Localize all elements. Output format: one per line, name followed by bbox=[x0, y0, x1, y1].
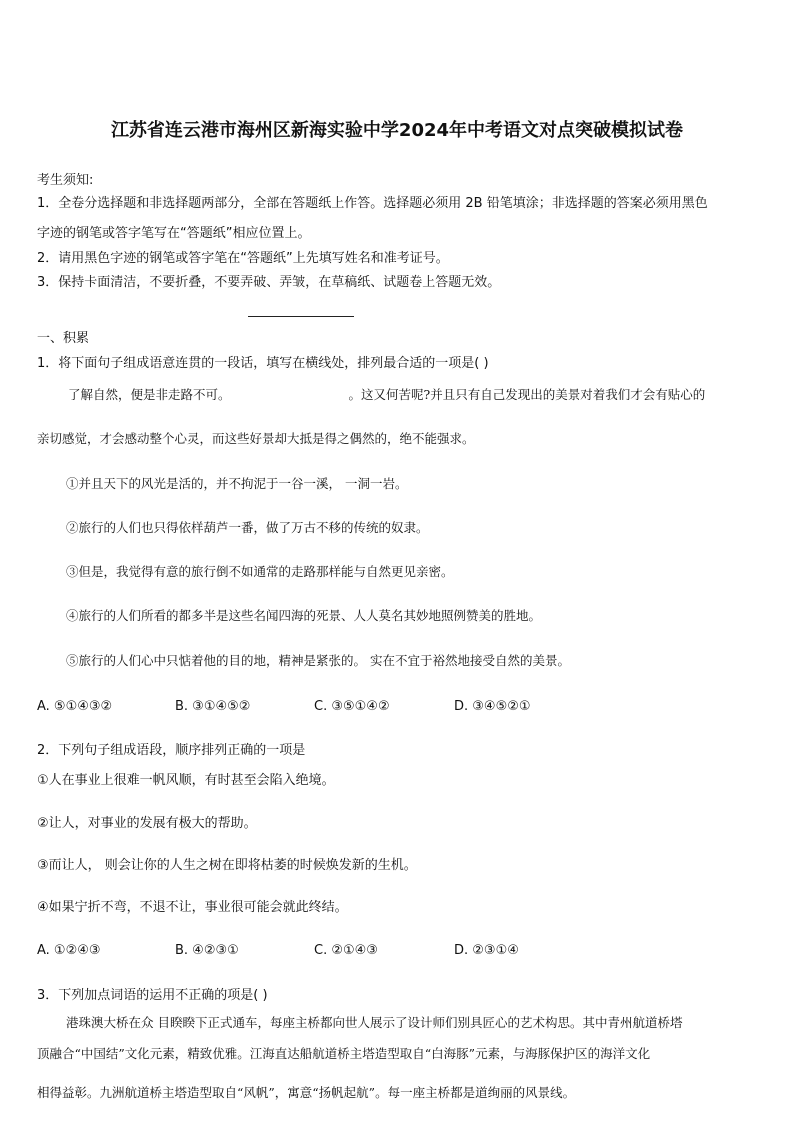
page-title: 江苏省连云港市海州区新海实验中学2024年中考语文对点突破模拟试卷 bbox=[110, 120, 684, 141]
q1-passage-line-2: 亲切感觉，才会感动整个心灵，而这些好景却大抵是得之偶然的，绝不能强求。 bbox=[37, 431, 475, 446]
q1-passage-part-2: 。这又何苦呢?并且只有自己发现出的美景对着我们才会有贴心的 bbox=[348, 387, 706, 402]
q1-sentence-2: ②旅行的人们也只得依样葫芦一番，做了万古不移的传统的奴隶。 bbox=[66, 520, 429, 535]
q3-passage-line-1: 港珠澳大桥在众 目睽睽下正式通车，每座主桥都向世人展示了设计师们别具匠心的艺术构思。其中青州航道桥塔 bbox=[66, 1015, 683, 1030]
q2-sentence-4: ④如果宁折不弯，不退不让，事业很可能会就此终结。 bbox=[37, 900, 348, 915]
q1-passage-part-1: 了解自然，便是非走路不可。 bbox=[68, 387, 231, 402]
q1-sentence-1: ①并且天下的风光是活的，并不拘泥于一谷一溪， 一洞一岩。 bbox=[66, 476, 408, 491]
q3-passage-line-3: 相得益彰。九洲航道桥主塔造型取自“风帆”，寓意“扬帆起航”。每一座主桥都是道绚丽的风景线。 bbox=[37, 1085, 576, 1100]
divider-line bbox=[248, 316, 354, 317]
q1-sentence-3: ③但是，我觉得有意的旅行倒不如通常的走路那样能与自然更见亲密。 bbox=[66, 564, 454, 579]
notice-item-1a: 1．全卷分选择题和非选择题两部分，全部在答题纸上作答。选择题必须用 2B 铅笔填涂；非选择题的答案必须用黑色 bbox=[37, 196, 708, 211]
q3-passage-line-2: 顶融合“中国结”文化元素，精致优雅。江海直达船航道桥主塔造型取自“白海豚”元素，与海豚保护区的海洋文化 bbox=[37, 1046, 651, 1061]
q2-option-a[interactable]: A. ①②④③ bbox=[37, 943, 101, 958]
q1-stem: 1．将下面句子组成语意连贯的一段话，填写在横线处，排列最合适的一项是( ) bbox=[37, 356, 489, 371]
q1-sentence-4: ④旅行的人们所看的都多半是这些名闻四海的死景、人人莫名其妙地照例赞美的胜地。 bbox=[66, 608, 542, 623]
q2-sentence-1: ①人在事业上很难一帆风顺，有时甚至会陷入绝境。 bbox=[37, 773, 335, 788]
notice-heading: 考生须知: bbox=[37, 173, 94, 188]
notice-item-1b: 字迹的钢笔或答字笔写在“答题纸”相应位置上。 bbox=[37, 226, 311, 241]
q1-option-c[interactable]: C. ③⑤①④② bbox=[314, 699, 390, 714]
q2-stem: 2．下列句子组成语段，顺序排列正确的一项是 bbox=[37, 743, 306, 758]
q1-option-d[interactable]: D. ③④⑤②① bbox=[454, 699, 531, 714]
q2-option-b[interactable]: B. ④②③① bbox=[175, 943, 239, 958]
q3-stem: 3．下列加点词语的运用不正确的项是( ) bbox=[37, 988, 268, 1003]
q2-sentence-2: ②让人，对事业的发展有极大的帮助。 bbox=[37, 816, 257, 831]
q1-option-b[interactable]: B. ③①④⑤② bbox=[175, 699, 251, 714]
q1-sentence-5: ⑤旅行的人们心中只惦着他的目的地，精神是紧张的。 实在不宜于裕然地接受自然的美景。 bbox=[66, 653, 570, 668]
notice-item-2: 2．请用黑色字迹的钢笔或答字笔在“答题纸”上先填写姓名和准考证号。 bbox=[37, 251, 449, 266]
q1-passage-line-1 bbox=[68, 386, 705, 404]
notice-item-3: 3．保持卡面清洁，不要折叠，不要弄破、弄皱，在草稿纸、试题卷上答题无效。 bbox=[37, 275, 501, 290]
q1-option-a[interactable]: A. ⑤①④③② bbox=[37, 699, 113, 714]
q2-sentence-3: ③而让人， 则会让你的人生之树在即将枯萎的时候焕发新的生机。 bbox=[37, 858, 417, 873]
q2-option-c[interactable]: C. ②①④③ bbox=[314, 943, 378, 958]
section-heading: 一、积累 bbox=[37, 331, 90, 346]
q2-option-d[interactable]: D. ②③①④ bbox=[454, 943, 519, 958]
